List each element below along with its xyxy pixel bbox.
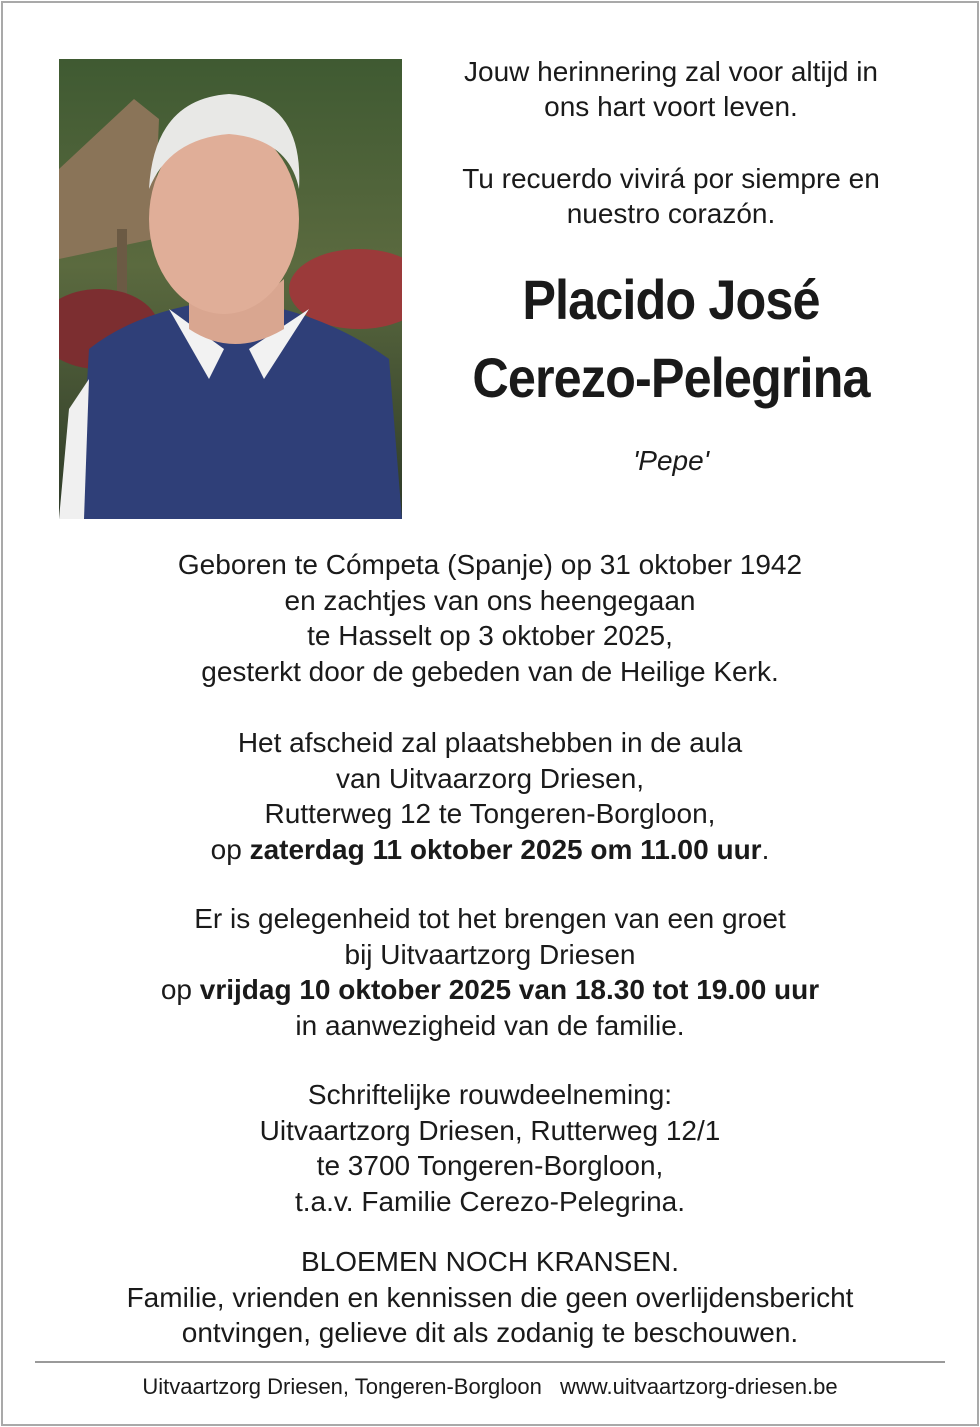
text-line: Familie, vrienden en kennissen die geen overlijdensbericht — [126, 1281, 854, 1313]
condolence-paragraph — [40, 1077, 940, 1219]
text-line: BLOEMEN NOCH KRANSEN. — [300, 1246, 680, 1277]
footer-website-link[interactable]: www.uitvaartzorg-driesen.be — [560, 1374, 838, 1399]
text-line: gesterkt door de gebeden van de Heilige Kerk. — [201, 655, 779, 687]
flowers-paragraph — [40, 1244, 940, 1351]
farewell-date-line — [40, 832, 940, 868]
visitation-date-line — [40, 972, 940, 1008]
footer-company: Uitvaartzorg Driesen, Tongeren-Borgloon — [142, 1374, 542, 1399]
footer — [40, 1372, 940, 1402]
farewell-paragraph — [40, 725, 940, 867]
text-line: in aanwezigheid van de familie. — [295, 1009, 685, 1041]
text-line: Rutterweg 12 te Tongeren-Borgloon, — [264, 798, 716, 829]
portrait-photo — [59, 59, 402, 519]
footer-divider — [35, 1361, 945, 1363]
text-line: van Uitvaarzorg Driesen, — [335, 762, 645, 794]
deceased-first-name: Placido José — [522, 268, 820, 331]
date-prefix: op — [160, 974, 200, 1005]
visitation-paragraph — [40, 901, 940, 1043]
text-line: ontvingen, gelieve dit als zodanig te beschouwen. — [181, 1317, 799, 1348]
text-line: Schriftelijke rouwdeelneming: — [307, 1079, 673, 1110]
quote-spanish — [420, 161, 922, 231]
quote-dutch — [420, 54, 922, 124]
quote-line: Jouw herinnering zal voor altijd in — [464, 56, 878, 87]
text-line: Er is gelegenheid tot het brengen van een groet — [194, 903, 786, 934]
quote-line: ons hart voort leven. — [544, 91, 798, 122]
text-line: en zachtjes van ons heengegaan — [284, 584, 696, 616]
text-line: bij Uitvaartzorg Driesen — [344, 938, 636, 970]
farewell-date: zaterdag 11 oktober 2025 om 11.00 uur — [249, 833, 762, 865]
text-line: Uitvaartzorg Driesen, Rutterweg 12/1 — [259, 1114, 721, 1146]
visitation-date: vrijdag 10 oktober 2025 van 18.30 tot 19.00 uur — [199, 974, 820, 1005]
nickname: 'Pepe' — [632, 445, 710, 476]
text-line: te 3700 Tongeren-Borgloon, — [316, 1150, 664, 1181]
date-suffix: . — [761, 833, 770, 865]
text-line: Het afscheid zal plaatshebben in de aula — [237, 727, 743, 758]
date-prefix: op — [210, 833, 250, 865]
quote-line: nuestro corazón. — [566, 198, 776, 229]
text-line: Geboren te Cómpeta (Spanje) op 31 oktober 1942 — [177, 549, 803, 580]
quote-line: Tu recuerdo vivirá por siempre en — [462, 163, 880, 194]
birth-death-paragraph — [40, 547, 940, 689]
text-line: te Hasselt op 3 oktober 2025, — [307, 620, 673, 651]
deceased-surname: Cerezo-Pelegrina — [472, 346, 870, 409]
text-line: t.a.v. Familie Cerezo-Pelegrina. — [294, 1185, 686, 1217]
